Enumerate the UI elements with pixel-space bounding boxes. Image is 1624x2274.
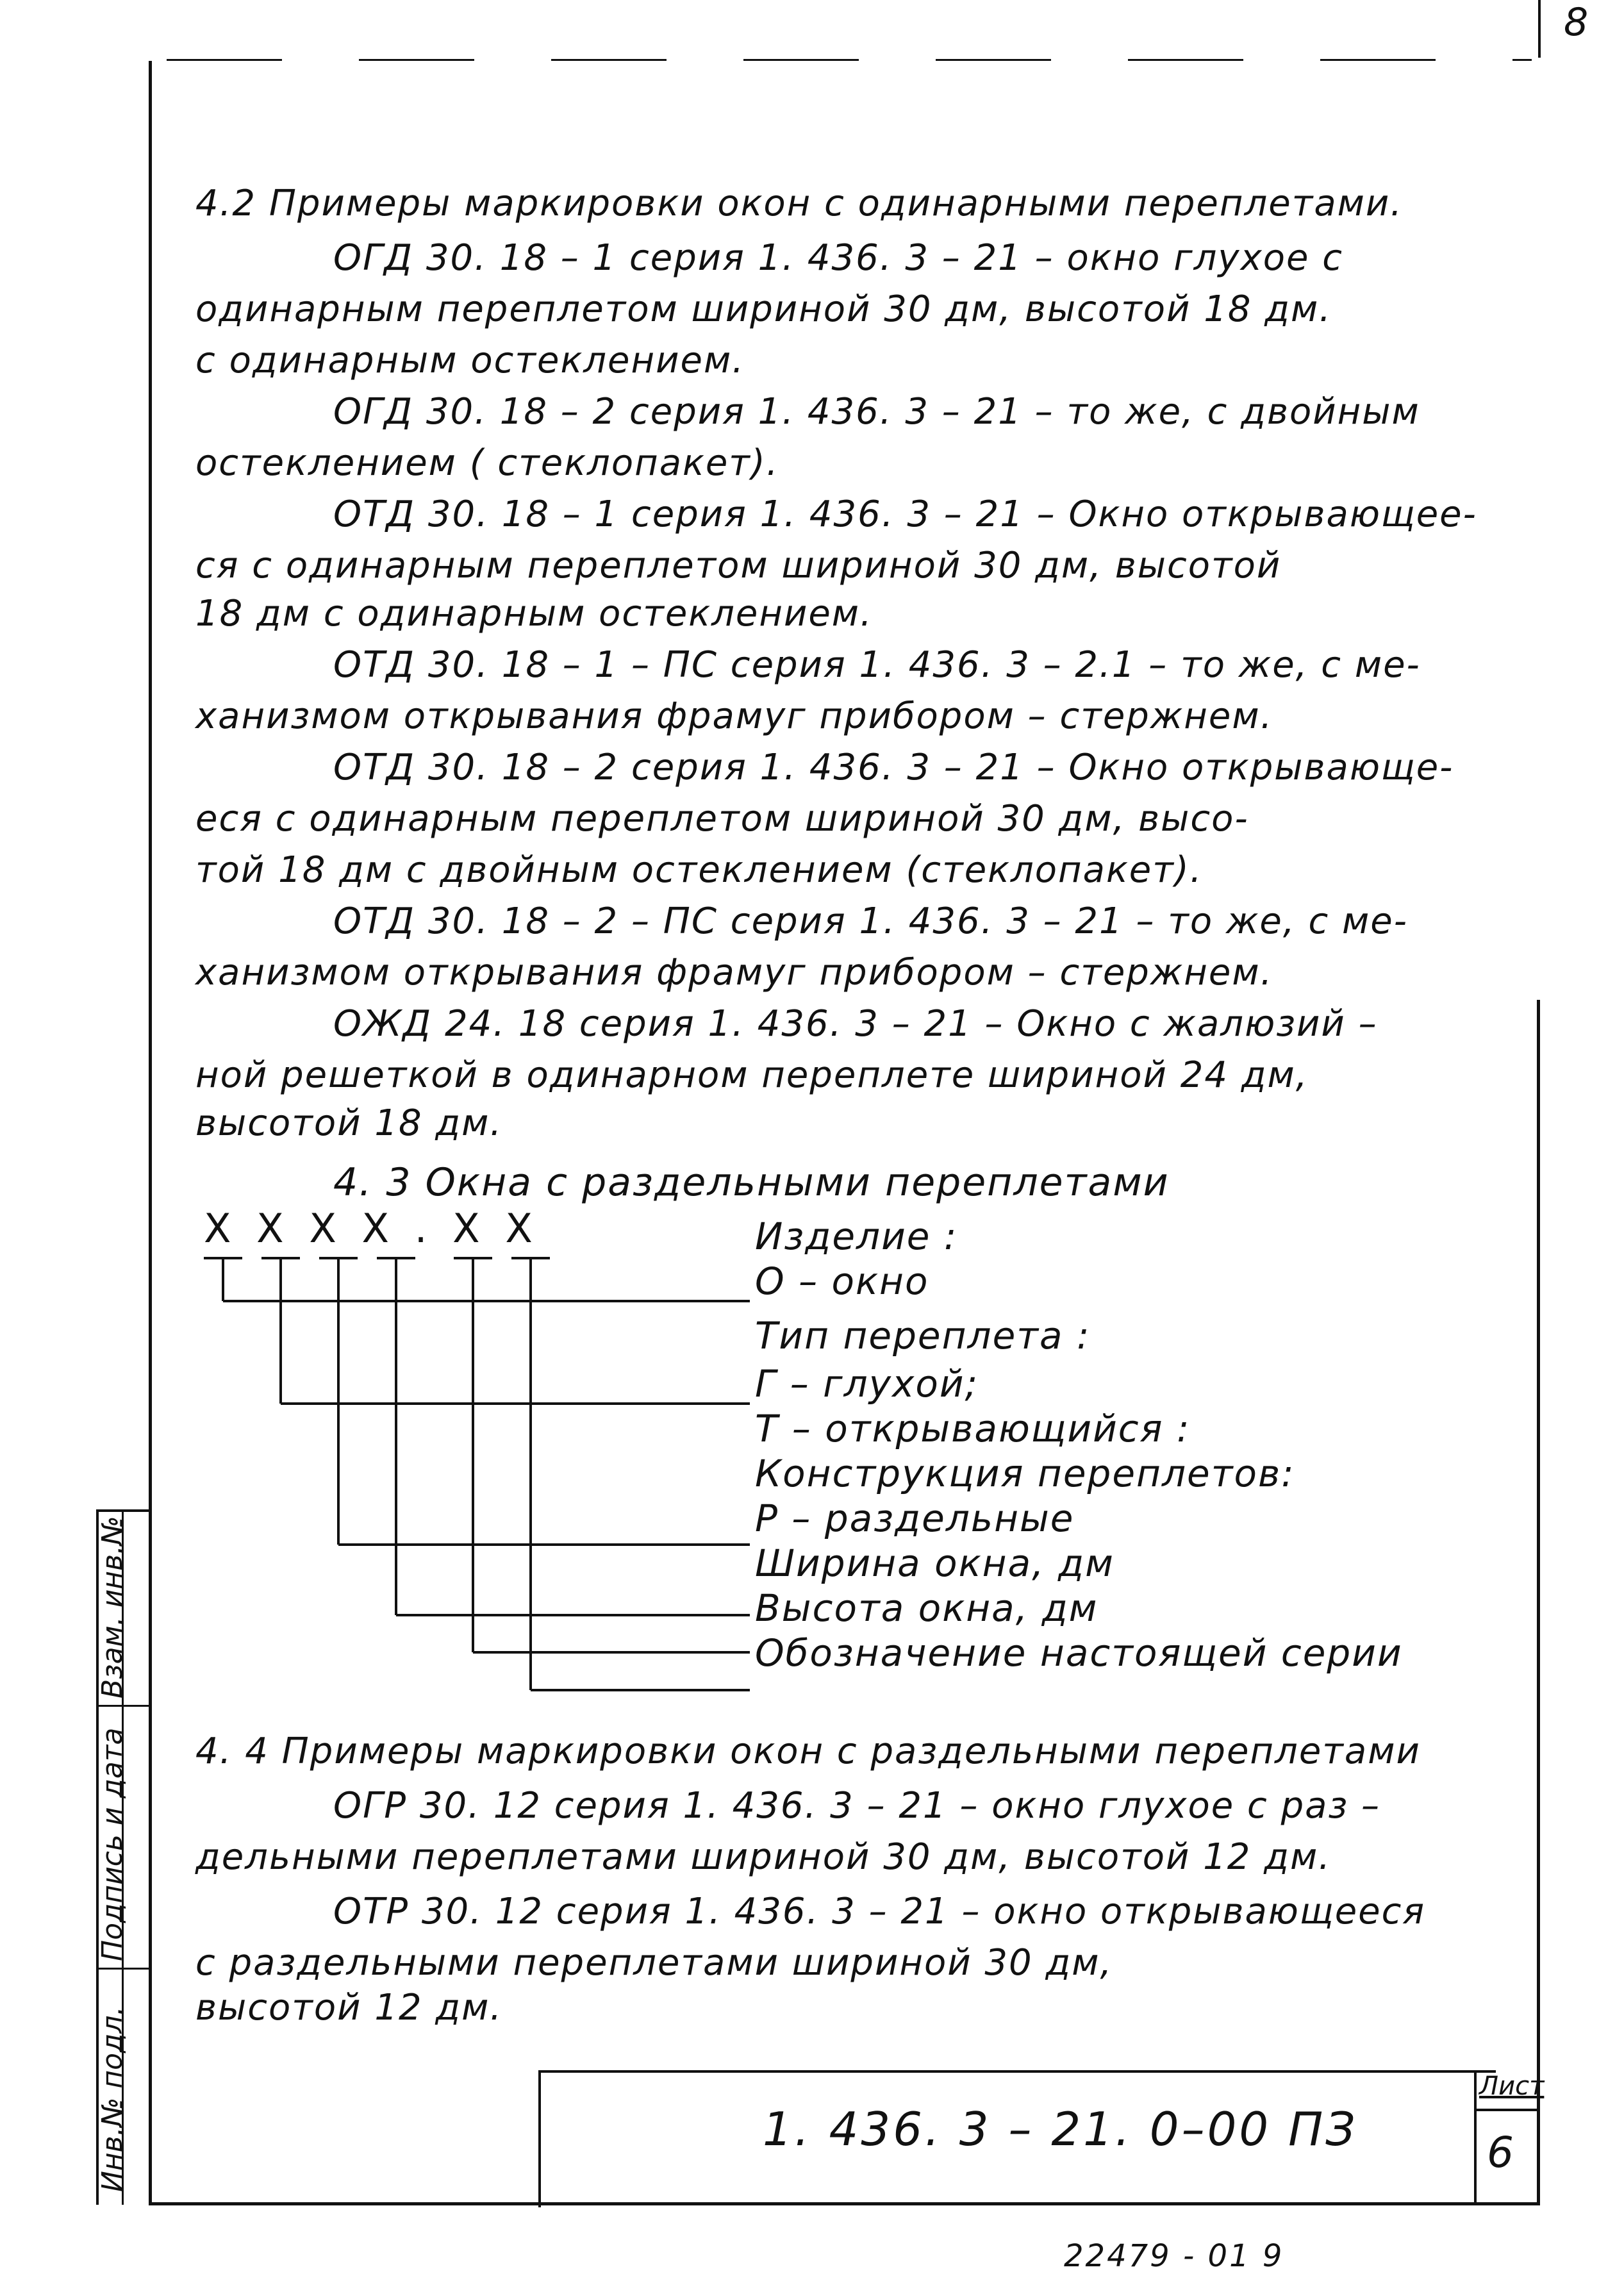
page-frame-top-dashes (167, 59, 1532, 61)
text-line: одинарным переплетом шириной 30 дм, высотой 18 дм. (195, 288, 1332, 330)
text-line: ОГД 30. 18 – 1 серия 1. 436. 3 – 21 – окно глухое с (333, 237, 1344, 279)
text-line: 18 дм с одинарным остеклением. (195, 593, 873, 635)
text-line: остеклением ( стеклопакет). (195, 442, 779, 484)
diagram-label-width: Ширина окна, дм (755, 1541, 1114, 1585)
sheet-number: 6 (1487, 2128, 1514, 2177)
page-corner-tick (1538, 0, 1541, 58)
text-line: ОТД 30. 18 – 1 серия 1. 436. 3 – 21 – Окно открывающее- (333, 494, 1477, 535)
text-line: ся с одинарным переплетом шириной 30 дм, высотой (195, 545, 1282, 586)
text-line: ОГД 30. 18 – 2 серия 1. 436. 3 – 21 – то же, с двойным (333, 391, 1420, 433)
text-line: дельными переплетами шириной 30 дм, высотой 12 дм. (195, 1836, 1331, 1878)
marking-diagram-lines (186, 1170, 763, 1695)
diagram-label-series: Обозначение настоящей серии (755, 1631, 1403, 1675)
text-line: высотой 18 дм. (195, 1102, 503, 1144)
side-stamp-rule-1 (96, 1705, 151, 1707)
text-line: той 18 дм с двойным остеклением (стеклопакет). (195, 849, 1203, 891)
text-line: высотой 12 дм. (195, 1987, 503, 2029)
side-stamp-col3: Взам. инв.№ (96, 1516, 129, 1698)
page-frame-left (149, 61, 152, 2205)
text-line: ОТР 30. 12 серия 1. 436. 3 – 21 – окно открывающееся (333, 1891, 1426, 1932)
diagram-label-fixed: Г – глухой; (755, 1362, 979, 1406)
side-stamp-rule-2 (96, 1968, 151, 1970)
diagram-label-sash-type: Тип переплета : (755, 1314, 1091, 1357)
text-line: ханизмом открывания фрамуг прибором – стержнем. (195, 695, 1273, 737)
page-mark: 8 (1564, 0, 1589, 45)
text-line: ханизмом открывания фрамуг прибором – стержнем. (195, 952, 1273, 993)
page-frame-right (1537, 1000, 1540, 2205)
text-line: 4. 4 Примеры маркировки окон с раздельными переплетами (195, 1730, 1421, 1772)
text-line: еся с одинарным переплетом шириной 30 дм, высо- (195, 798, 1249, 840)
document-code: 1. 436. 3 – 21. 0–00 ПЗ (763, 2102, 1358, 2156)
diagram-label-height: Высота окна, дм (755, 1586, 1098, 1630)
text-line: с раздельными переплетами шириной 30 дм, (195, 1942, 1113, 1984)
text-line: ОЖД 24. 18 серия 1. 436. 3 – 21 – Окно с жалюзий – (333, 1003, 1378, 1045)
diagram-label-construction: Конструкция переплетов: (755, 1452, 1295, 1495)
diagram-label-separate: Р – раздельные (755, 1497, 1075, 1540)
text-line: 4.2 Примеры маркировки окон с одинарными переплетами. (195, 183, 1404, 224)
side-stamp-top (96, 1509, 151, 1512)
sheet-label: Лист (1479, 2071, 1545, 2101)
side-stamp-col2: Подпись и дата (96, 1727, 129, 1961)
side-stamp-col1: Инв.№ подл. (96, 2006, 129, 2192)
text-line: ОТД 30. 18 – 2 – ПС серия 1. 436. 3 – 21 – то же, с ме- (333, 900, 1408, 942)
diagram-label-opening: Т – открывающийся : (755, 1407, 1191, 1450)
sheet-box-divider (1474, 2109, 1538, 2111)
code-pattern: X X X X . X X (204, 1205, 539, 1252)
text-line: ОГР 30. 12 серия 1. 436. 3 – 21 – окно глухое с раз – (333, 1785, 1381, 1827)
text-line: с одинарным остеклением. (195, 340, 745, 381)
text-line: ОТД 30. 18 – 2 серия 1. 436. 3 – 21 – Окно открывающе- (333, 747, 1454, 788)
section-heading-4-3: 4. 3 Окна с раздельными переплетами (333, 1160, 1170, 1205)
diagram-label-window: О – окно (755, 1259, 929, 1303)
diagram-label-product: Изделие : (755, 1215, 958, 1258)
text-line: ной решеткой в одинарном переплете шириной 24 дм, (195, 1054, 1309, 1096)
archive-number: 22479 - 01 9 (1064, 2238, 1284, 2274)
text-line: ОТД 30. 18 – 1 – ПС серия 1. 436. 3 – 2.1 – то же, с ме- (333, 644, 1421, 686)
